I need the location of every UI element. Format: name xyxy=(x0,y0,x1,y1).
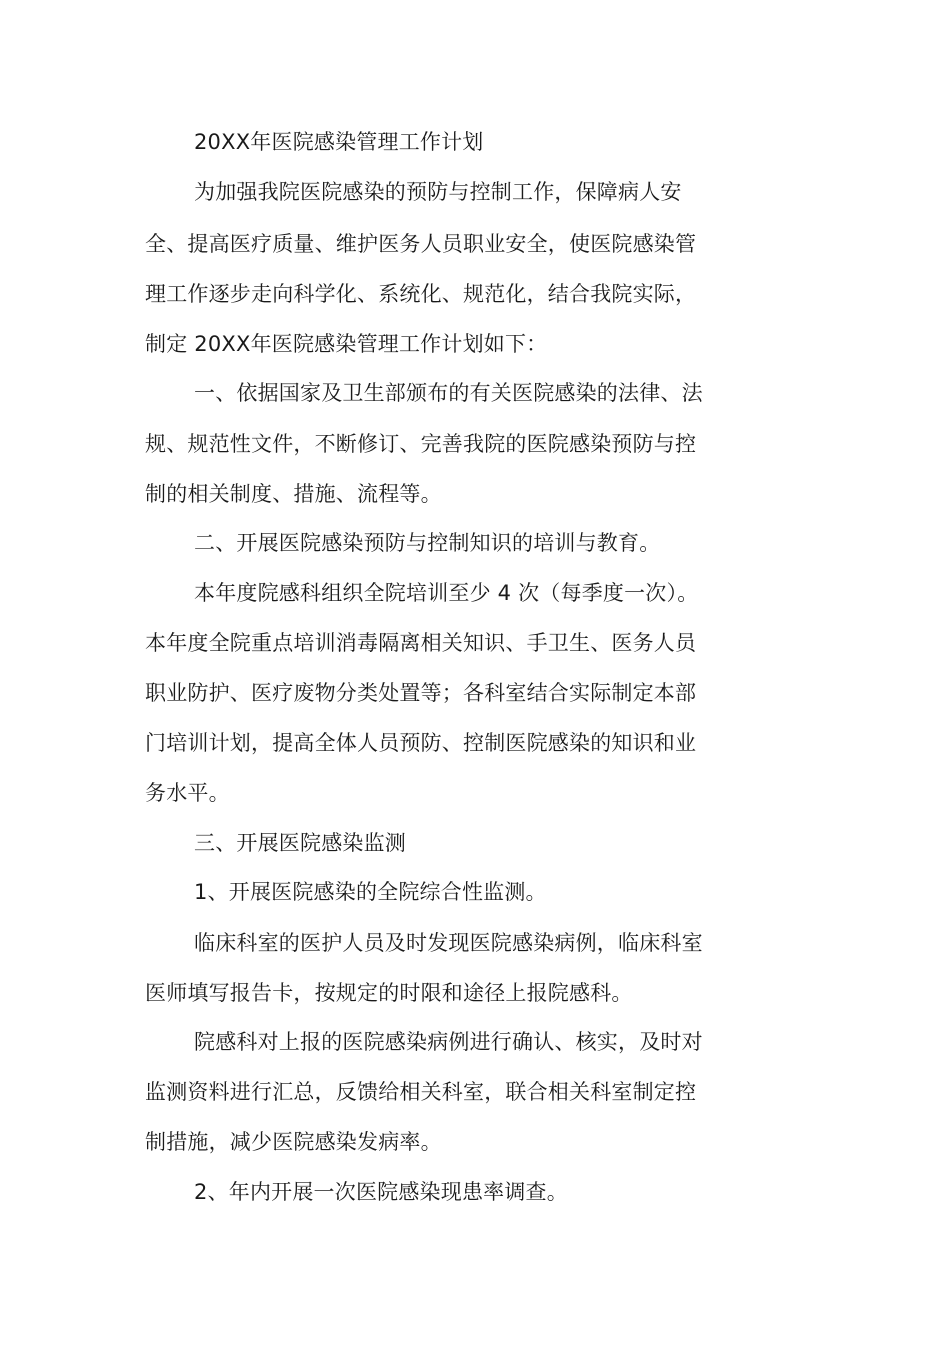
text-line: 本年度院感科组织全院培训至少 4 次（每季度一次）。 xyxy=(194,581,699,605)
text-line: 一、依据国家及卫生部颁布的有关医院感染的法律、法 xyxy=(194,381,703,405)
text-line: 院感科对上报的医院感染病例进行确认、核实，及时对 xyxy=(194,1030,703,1054)
text-line: 制定 20XX年医院感染管理工作计划如下： xyxy=(145,332,548,356)
subsection-heading: 2、年内开展一次医院感染现患率调查。 xyxy=(194,1180,568,1204)
text-line: 理工作逐步走向科学化、系统化、规范化，结合我院实际， xyxy=(145,282,697,306)
section-heading: 三、开展医院感染监测 xyxy=(194,831,406,855)
text-line: 务水平。 xyxy=(145,781,230,805)
text-line: 制措施，减少医院感染发病率。 xyxy=(145,1130,442,1154)
text-line: 规、规范性文件，不断修订、完善我院的医院感染预防与控 xyxy=(145,432,697,456)
text-line: 为加强我院医院感染的预防与控制工作，保障病人安 xyxy=(194,180,682,204)
text-line: 门培训计划，提高全体人员预防、控制医院感染的知识和业 xyxy=(145,731,697,755)
text-line: 全、提高医疗质量、维护医务人员职业安全，使医院感染管 xyxy=(145,232,697,256)
text-line: 医师填写报告卡，按规定的时限和途径上报院感科。 xyxy=(145,981,633,1005)
subsection-heading: 1、开展医院感染的全院综合性监测。 xyxy=(194,880,547,904)
text-line: 监测资料进行汇总，反馈给相关科室，联合相关科室制定控 xyxy=(145,1080,697,1104)
text-line: 制的相关制度、措施、流程等。 xyxy=(145,482,442,506)
text-line: 本年度全院重点培训消毒隔离相关知识、手卫生、医务人员 xyxy=(145,631,697,655)
text-line: 临床科室的医护人员及时发现医院感染病例，临床科室 xyxy=(194,931,703,955)
text-line: 职业防护、医疗废物分类处置等；各科室结合实际制定本部 xyxy=(145,681,697,705)
document-title: 20XX年医院感染管理工作计划 xyxy=(194,130,484,154)
section-heading: 二、开展医院感染预防与控制知识的培训与教育。 xyxy=(194,531,661,555)
